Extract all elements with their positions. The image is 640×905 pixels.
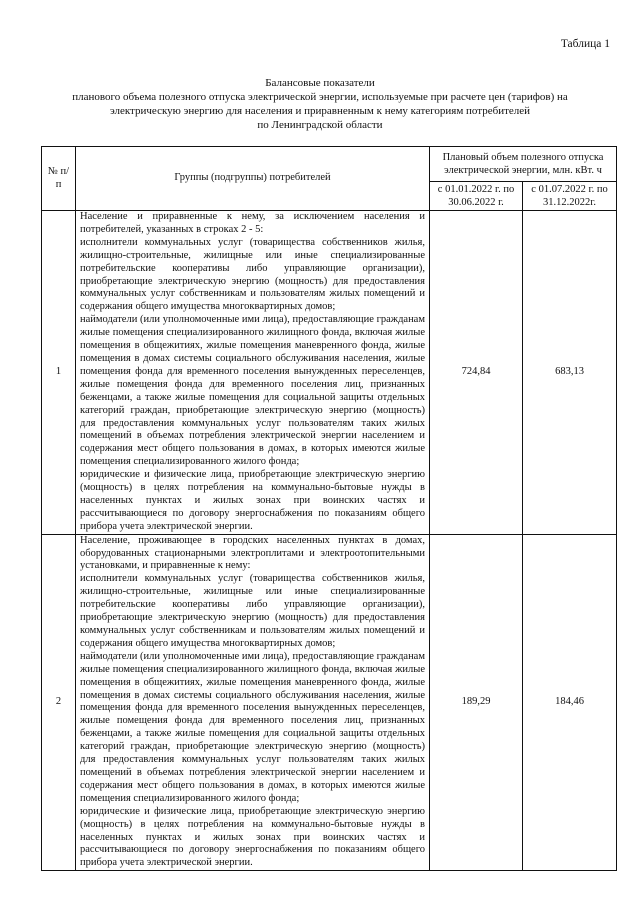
heading-line-2: планового объема полезного отпуска электрической энергии, используемые при расчете цен (тарифов) на электрическую энергию для населения и приравненным к нему категориям потребителей — [72, 91, 568, 117]
table-row — [42, 211, 617, 535]
row-paragraph: наймодатели (или уполномоченные ими лица), предоставляющие гражданам жилые помещения специализированного жилищного фонда, включая жилые помещения в общежитиях, жилые помещения маневренного фонда, жилые помещения в домах системы социального обслуживания населения, жилые помещения фонда для временного поселения вынужденных переселенцев, жилые помещения фонда для временного поселения лиц, признанных беженцами, а также жилые помещения для социальной защиты отдельных категорий граждан, приобретающие электрическую энергию (мощность) для предоставления коммунальных услуг пользователям таких жилых помещений в объемах потребления электрической энергии населением и содержания мест общего пользования в домах, в которых имеются жилые помещения специализированного жилого фонда; — [80, 650, 425, 804]
heading-line-1: Балансовые показатели — [265, 77, 375, 89]
row-value-period-1: 189,29 — [430, 534, 523, 871]
row-value-period-2: 683,13 — [523, 211, 617, 535]
row-paragraph: юридические и физические лица, приобретающие электрическую энергию (мощность) в целях потребления на коммунально-бытовые нужды в населенных пунктах и жилых зонах при воинских частях и рассчитывающиеся по договору энергоснабжения по показаниям общего прибора учета электрической энергии. — [80, 805, 425, 869]
row-value-period-2: 184,46 — [523, 534, 617, 871]
row-paragraph: Население и приравненные к нему, за исключением населения и потребителей, указанных в строках 2 - 5: — [80, 211, 425, 235]
row-paragraph: исполнители коммунальных услуг (товарищества собственников жилья, жилищно-строительные, жилищные или иные специализированные потребительские кооперативы либо управляющие организации), приобретающие электрическую энергию (мощность) для предоставления коммунальных услуг собственникам и пользователям жилых помещений и содержания общего имущества многоквартирных домов; — [80, 236, 425, 313]
table-label: Таблица 1 — [560, 38, 610, 50]
header-groups: Группы (подгруппы) потребителей — [76, 147, 430, 211]
header-period-1: с 01.01.2022 г. по 30.06.2022 г. — [430, 182, 523, 211]
balance-table — [41, 146, 617, 871]
header-volume: Плановый объем полезного отпуска электрической энергии, млн. кВт. ч — [430, 147, 617, 182]
row-number: 1 — [42, 211, 76, 535]
row-paragraph: исполнители коммунальных услуг (товарищества собственников жилья, жилищно-строительные, жилищные или иные специализированные потребительские кооперативы либо управляющие организации), приобретающие электрическую энергию (мощность) для предоставления коммунальных услуг собственникам и пользователям жилых помещений и содержания общего имущества многоквартирных домов; — [80, 573, 425, 649]
document-heading — [60, 76, 580, 132]
row-value-period-1: 724,84 — [430, 211, 523, 535]
row-paragraph: юридические и физические лица, приобретающие электрическую энергию (мощность) в целях потребления на коммунально-бытовые нужды в населенных пунктах и жилых зонах при воинских частях и рассчитывающиеся по договору энергоснабжения по показаниям общего прибора учета электрической энергии. — [80, 469, 425, 532]
table-row — [42, 534, 617, 871]
row-paragraph: наймодатели (или уполномоченные ими лица), предоставляющие гражданам жилые помещения специализированного жилищного фонда, включая жилые помещения в общежитиях, жилые помещения маневренного фонда, жилые помещения в домах системы социального обслуживания населения, жилые помещения фонда для временного поселения вынужденных переселенцев, жилые помещения фонда для временного поселения лиц, признанных беженцами, а также жилые помещения для социальной защиты отдельных категорий граждан, приобретающие электрическую энергию (мощность) для предоставления коммунальных услуг пользователям таких жилых помещений в объемах потребления электрической энергии населением и содержания мест общего пользования в домах, в которых имеются жилые помещения специализированного жилого фонда; — [80, 314, 425, 468]
header-number: № п/п — [42, 147, 76, 211]
row-groups — [76, 534, 430, 871]
row-paragraph: Население, проживающее в городских населенных пунктах в домах, оборудованных стационарными электроплитами и электроотопительными установками, и приравненные к нему: — [80, 534, 425, 572]
row-groups — [76, 211, 430, 535]
row-number: 2 — [42, 534, 76, 871]
header-period-2: с 01.07.2022 г. по 31.12.2022г. — [523, 182, 617, 211]
heading-line-3: по Ленинградской области — [257, 119, 383, 131]
